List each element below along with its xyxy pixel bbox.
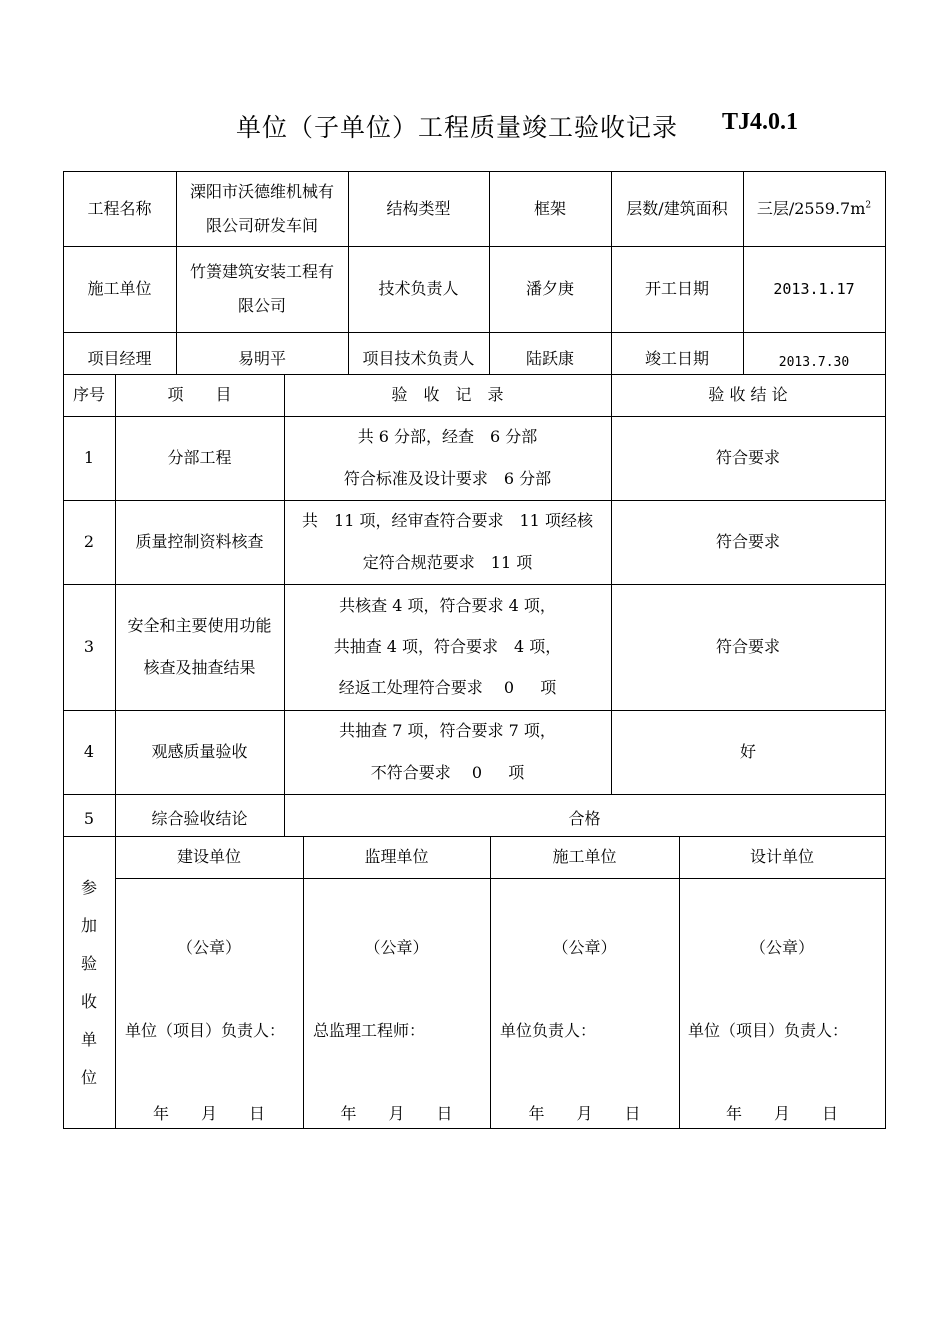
contractor-line2: 限公司 xyxy=(237,296,286,315)
tech-lead-value: 潘夕庚 xyxy=(525,279,574,298)
row1-no: 1 xyxy=(83,448,95,467)
finish-date-label: 竣工日期 xyxy=(644,349,709,368)
row4-record xyxy=(284,710,611,794)
row1-item: 分部工程 xyxy=(167,448,232,467)
row2-record xyxy=(284,500,611,584)
row3-no: 3 xyxy=(83,637,95,656)
supervisor-date: 年 月 日 xyxy=(340,1104,453,1123)
designer-signer: 单位（项目）负责人： xyxy=(688,1021,849,1040)
pm-tech-label: 项目技术负责人 xyxy=(362,349,475,368)
contractor-line1: 竹箦建筑安装工程有 xyxy=(189,262,334,281)
pm-tech-value: 陆跃康 xyxy=(525,349,574,368)
row5-no: 5 xyxy=(83,809,95,828)
row1-conclusion: 符合要求 xyxy=(715,448,780,467)
row1-record-line2: 符合标准及设计要求 6 分部 xyxy=(343,469,552,488)
owner-seal: （公章） xyxy=(176,938,241,957)
project-name-line2: 限公司研发车间 xyxy=(205,215,318,235)
row5-item: 综合验收结论 xyxy=(151,809,248,828)
acceptance-record-table xyxy=(63,171,886,1129)
row2-no: 2 xyxy=(83,532,95,551)
row3-record-line3: 经返工处理符合要求 0 项 xyxy=(338,678,557,697)
owner-signer: 单位（项目）负责人： xyxy=(125,1021,286,1040)
contractor-value xyxy=(176,246,348,332)
structure-label: 结构类型 xyxy=(386,198,451,218)
header-record: 验 收 记 录 xyxy=(391,385,504,404)
floors-value xyxy=(743,171,885,246)
row3-record-line1: 共核查 4 项，符合要求 4 项， xyxy=(339,596,556,615)
pm-label: 项目经理 xyxy=(87,349,152,368)
start-date-label: 开工日期 xyxy=(644,279,709,298)
designer-seal: （公章） xyxy=(749,938,814,957)
side-char-2: 加 xyxy=(80,915,97,935)
participants-side-label xyxy=(63,836,115,1129)
unit-contractor-name: 施工单位 xyxy=(552,847,617,866)
contractor-date: 年 月 日 xyxy=(528,1104,641,1123)
side-char-6: 位 xyxy=(80,1067,97,1087)
row2-record-line2: 定符合规范要求 11 项 xyxy=(362,553,533,572)
row1-record-line1: 共 6 分部，经查 6 分部 xyxy=(357,427,538,446)
structure-value: 框架 xyxy=(533,198,566,218)
row3-record xyxy=(284,584,611,710)
contractor-signer: 单位负责人： xyxy=(500,1021,597,1040)
contractor-label: 施工单位 xyxy=(87,279,152,298)
row4-conclusion: 好 xyxy=(739,742,756,761)
row4-record-line2: 不符合要求 0 项 xyxy=(370,763,525,782)
finish-date-value: 2013.7.30 xyxy=(778,354,850,370)
row4-record-line1: 共抽查 7 项，符合要求 7 项， xyxy=(339,721,556,740)
floors-area: 三层/2559.7m xyxy=(756,198,866,218)
side-char-1: 参 xyxy=(80,877,97,897)
supervisor-seal: （公章） xyxy=(364,938,429,957)
row3-item-line2: 核查及抽查结果 xyxy=(143,658,256,677)
row4-no: 4 xyxy=(83,742,95,761)
owner-date: 年 月 日 xyxy=(152,1104,265,1123)
document-title xyxy=(0,108,950,144)
start-date-value: 2013.1.17 xyxy=(773,279,855,298)
row3-item xyxy=(115,584,284,710)
side-char-5: 单 xyxy=(80,1029,97,1049)
unit-designer-name: 设计单位 xyxy=(749,847,814,866)
contractor-seal: （公章） xyxy=(552,938,617,957)
row5-result: 合格 xyxy=(568,809,601,828)
title-text: 单位（子单位）工程质量竣工验收记录 xyxy=(236,113,679,142)
project-name-line1: 溧阳市沃德维机械有 xyxy=(189,181,334,201)
row2-conclusion: 符合要求 xyxy=(715,532,780,551)
project-name-label: 工程名称 xyxy=(87,198,152,218)
row3-record-line2: 共抽查 4 项，符合要求 4 项， xyxy=(333,637,562,656)
floors-label: 层数/建筑面积 xyxy=(626,198,728,218)
area-unit-superscript: 2 xyxy=(865,200,872,211)
project-name-value xyxy=(176,171,348,246)
row2-item: 质量控制资料核查 xyxy=(135,532,264,551)
header-conclusion: 验 收 结 论 xyxy=(708,385,788,404)
unit-owner-name: 建设单位 xyxy=(176,847,241,866)
row1-record xyxy=(284,416,611,500)
row3-conclusion: 符合要求 xyxy=(715,637,780,656)
row3-item-line1: 安全和主要使用功能 xyxy=(127,616,272,635)
header-item: 项 目 xyxy=(167,385,232,404)
supervisor-signer: 总监理工程师： xyxy=(313,1021,426,1040)
side-char-4: 收 xyxy=(80,991,97,1011)
form-code: TJ4.0.1 xyxy=(722,109,799,135)
header-no: 序号 xyxy=(72,385,105,404)
designer-date: 年 月 日 xyxy=(725,1104,838,1123)
row2-record-line1: 共 11 项，经审查符合要求 11 项经核 xyxy=(302,511,593,530)
unit-supervisor-name: 监理单位 xyxy=(364,847,429,866)
row4-item: 观感质量验收 xyxy=(151,742,248,761)
side-char-3: 验 xyxy=(80,953,97,973)
pm-value: 易明平 xyxy=(237,349,286,368)
tech-lead-label: 技术负责人 xyxy=(378,279,459,298)
